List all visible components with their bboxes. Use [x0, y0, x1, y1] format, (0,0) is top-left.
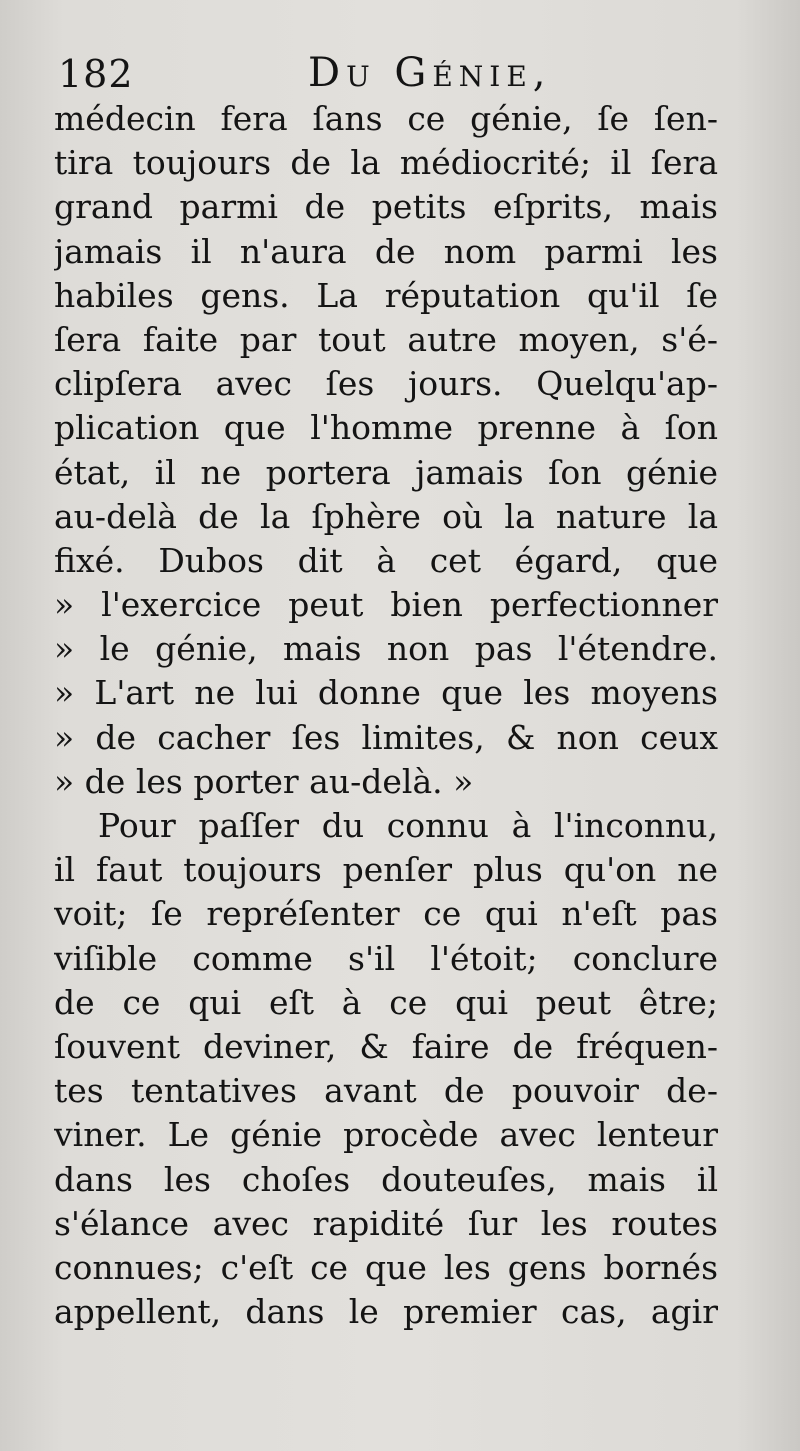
text-line: il faut toujours penſer plus qu'on ne — [54, 850, 718, 890]
text-line: viſible comme s'il l'étoit; conclure — [54, 938, 718, 978]
running-head: Du Génie, — [308, 50, 552, 96]
text-line: appellent, dans le premier cas, agir — [54, 1292, 718, 1332]
text-line: plication que l'homme prenne à ſon — [54, 408, 718, 448]
text-line: au-delà de la ſphère où la nature la — [54, 496, 718, 536]
quote-line: » L'art ne lui donne que les moyens — [54, 673, 718, 713]
quote-line: » le génie, mais non pas l'étendre. — [54, 629, 718, 669]
paragraph-start-line: Pour paſſer du connu à l'inconnu, — [98, 806, 718, 845]
text-line: de ce qui eſt à ce qui peut être; — [54, 982, 718, 1022]
text-line: viner. Le génie procède avec lenteur — [54, 1115, 718, 1155]
text-line: tira toujours de la médiocrité; il ſera — [54, 143, 718, 183]
quote-line: » de cacher ſes limites, & non ceux — [54, 717, 718, 757]
page-number: 182 — [58, 52, 134, 96]
text-line: grand parmi de petits eſprits, mais — [54, 187, 718, 227]
text-line: connues; c'eſt ce que les gens bornés — [54, 1247, 718, 1287]
text-line: voit; ſe repréſenter ce qui n'eſt pas — [54, 894, 718, 934]
quote-line: » de les porter au-delà. » — [54, 761, 474, 801]
text-line: habiles gens. La réputation qu'il ſe — [54, 275, 718, 315]
body-text — [54, 97, 718, 1334]
text-line: jamais il n'aura de nom parmi les — [54, 231, 718, 271]
page-header — [58, 44, 708, 100]
text-line: dans les choſes douteuſes, mais il — [54, 1159, 718, 1199]
text-line: fixé. Dubos dit à cet égard, que — [54, 540, 718, 580]
text-line: tes tentatives avant de pouvoir de- — [54, 1071, 718, 1111]
quote-line: » l'exercice peut bien perfectionner — [54, 585, 718, 625]
text-line: ſouvent deviner, & faire de fréquen- — [54, 1026, 718, 1066]
text-line: état, il ne portera jamais ſon génie — [54, 452, 718, 492]
text-line: médecin fera ſans ce génie, ſe ſen- — [54, 99, 718, 138]
text-line: s'élance avec rapidité ſur les routes — [54, 1203, 718, 1243]
text-line: ſera faite par tout autre moyen, s'é- — [54, 319, 718, 359]
text-line: clipſera avec ſes jours. Quelqu'ap- — [54, 364, 718, 404]
